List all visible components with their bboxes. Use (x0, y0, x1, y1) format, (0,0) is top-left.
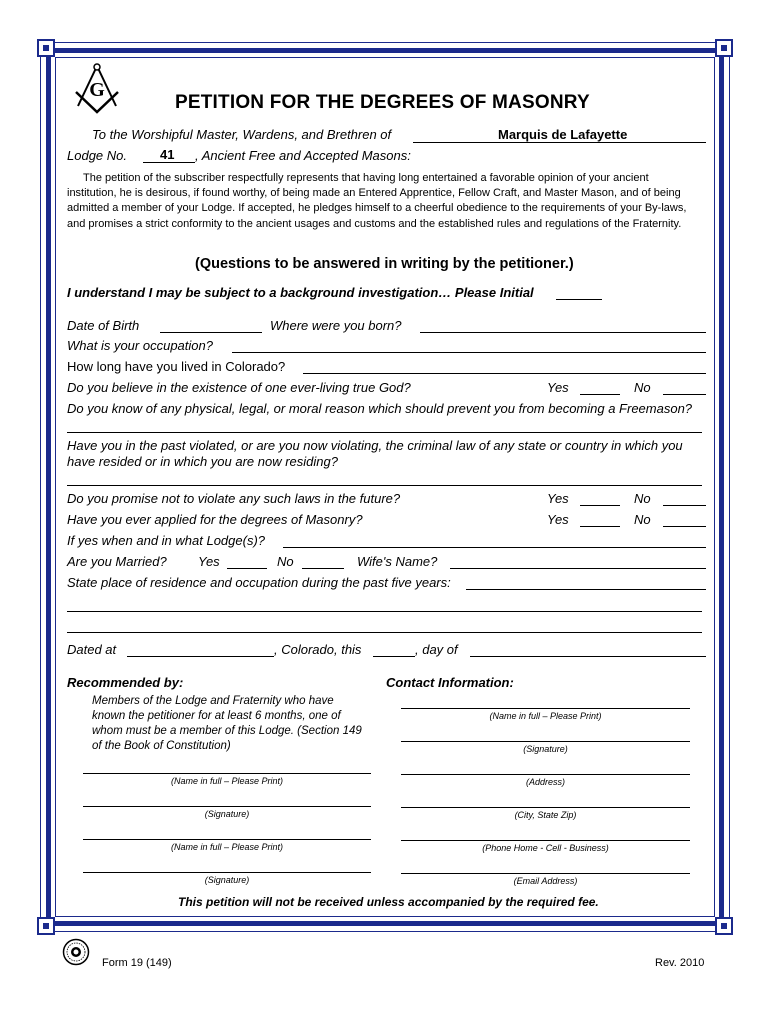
applied-label: Have you ever applied for the degrees of Masonry? (67, 512, 363, 527)
born-field[interactable] (420, 332, 706, 333)
god-label: Do you believe in the existence of one ever-living true God? (67, 380, 411, 395)
lodge-name-field[interactable] (413, 142, 706, 143)
promise-no-label: No (634, 491, 651, 506)
contact-phone-field[interactable] (401, 840, 690, 841)
married-yes-label: Yes (198, 554, 220, 569)
dated-place-field[interactable] (127, 656, 274, 657)
contact-address-field[interactable] (401, 774, 690, 775)
contact-city-field[interactable] (401, 807, 690, 808)
background-check-text: I understand I may be subject to a background investigation… Please Initial (67, 285, 534, 300)
god-yes-field[interactable] (580, 394, 620, 395)
colorado-field[interactable] (303, 373, 706, 374)
contact-signature-label: (Signature) (523, 744, 568, 754)
recommender-1-signature-field[interactable] (83, 806, 371, 807)
recommender-1-signature-label: (Signature) (204, 809, 250, 819)
address-line: To the Worshipful Master, Wardens, and Brethren of (92, 127, 392, 142)
lodge-no-value: 41 (160, 147, 175, 162)
lodge-suffix: , Ancient Free and Accepted Masons: (195, 148, 411, 163)
contact-email-label: (Email Address) (513, 876, 578, 886)
dob-label: Date of Birth (67, 318, 140, 333)
contact-name-label: (Name in full – Please Print) (489, 711, 602, 721)
recommender-1-name-label: (Name in full – Please Print) (170, 776, 284, 786)
contact-address-label: (Address) (525, 777, 565, 787)
married-yes-field[interactable] (227, 568, 267, 569)
born-label: Where were you born? (270, 318, 402, 333)
recommended-heading: Recommended by: (67, 675, 184, 690)
contact-phone-label: (Phone Home - Cell - Business) (482, 843, 609, 853)
colorado-this-label: , Colorado, this (274, 642, 362, 657)
initial-field[interactable] (556, 299, 602, 300)
contact-heading: Contact Information: (386, 675, 514, 690)
residence-label: State place of residence and occupation during the past five years: (67, 575, 451, 590)
reason-label: Do you know of any physical, legal, or moral reason which should prevent you from becoming a Freemason? (67, 401, 693, 416)
residence-field-3[interactable] (67, 632, 702, 633)
questions-heading: (Questions to be answered in writing by the petitioner.) (195, 256, 574, 272)
married-no-label: No (277, 554, 294, 569)
page-title: PETITION FOR THE DEGREES OF MASONRY (175, 92, 590, 113)
contact-name-field[interactable] (401, 708, 690, 709)
applied-no-label: No (634, 512, 651, 527)
contact-city-label: (City, State Zip) (514, 810, 577, 820)
recommender-2-name-label: (Name in full – Please Print) (170, 842, 284, 852)
lodge-no-field[interactable] (143, 162, 195, 163)
god-no-label: No (634, 380, 651, 395)
violated-field[interactable] (67, 485, 702, 486)
violated-label-1: Have you in the past violated, or are you now violating, the criminal law of any state or country in which you (67, 438, 683, 453)
revision: Rev. 2010 (655, 957, 705, 969)
dated-at-label: Dated at (67, 642, 117, 657)
lodge-name-value: Marquis de Lafayette (498, 127, 628, 142)
reason-field[interactable] (67, 432, 702, 433)
residence-field-2[interactable] (67, 611, 702, 612)
promise-yes-field[interactable] (580, 505, 620, 506)
corner-ornament-icon (36, 38, 56, 58)
occupation-field[interactable] (232, 352, 706, 353)
day-of-label: , day of (415, 642, 458, 657)
recommender-2-signature-field[interactable] (83, 872, 371, 873)
applied-yes-field[interactable] (580, 526, 620, 527)
wife-field[interactable] (450, 568, 706, 569)
applied-no-field[interactable] (663, 526, 706, 527)
wife-label: Wife's Name? (357, 554, 438, 569)
contact-signature-field[interactable] (401, 741, 690, 742)
god-yes-label: Yes (547, 380, 569, 395)
grand-lodge-seal-icon (62, 938, 90, 966)
square-and-compasses-icon (72, 62, 122, 114)
recommender-2-name-field[interactable] (83, 839, 371, 840)
married-label: Are you Married? (67, 554, 167, 569)
corner-ornament-icon (36, 916, 56, 936)
which-lodge-field[interactable] (283, 547, 706, 548)
promise-yes-label: Yes (547, 491, 569, 506)
which-lodge-label: If yes when and in what Lodge(s)? (67, 533, 266, 548)
residence-field-1[interactable] (466, 589, 706, 590)
emblem-letter: G (89, 79, 105, 101)
recommender-2-signature-label: (Signature) (204, 875, 250, 885)
violated-label-2: have resided or in which you are now residing? (67, 454, 338, 469)
promise-label: Do you promise not to violate any such laws in the future? (67, 491, 401, 506)
dated-day-field[interactable] (373, 656, 415, 657)
form-number: Form 19 (149) (102, 957, 172, 969)
applied-yes-label: Yes (547, 512, 569, 527)
promise-no-field[interactable] (663, 505, 706, 506)
recommended-description: Members of the Lodge and Fraternity who have known the petitioner for at least 6 months, one of whom must be a member of this Lodge. (Section 149 of the Book of Constitution) (92, 695, 362, 752)
corner-ornament-icon (714, 916, 734, 936)
fee-notice: This petition will not be received unless accompanied by the required fee. (178, 895, 599, 909)
married-no-field[interactable] (302, 568, 344, 569)
lodge-no-label: Lodge No. (67, 148, 127, 163)
occupation-label: What is your occupation? (67, 338, 213, 353)
colorado-label: How long have you lived in Colorado? (67, 359, 286, 374)
corner-ornament-icon (714, 38, 734, 58)
recommender-1-name-field[interactable] (83, 773, 371, 774)
contact-email-field[interactable] (401, 873, 690, 874)
dob-field[interactable] (160, 332, 262, 333)
dated-month-field[interactable] (470, 656, 706, 657)
intro-paragraph: The petition of the subscriber respectfully represents that having long entertained a favorable opinion of your ancient institution, he is desirous, if found worthy, of being made an Entered Apprentice, Fellow Craft, and Master Mason, and of being admitted a member of your Lodge. If accepted, he pledges himself to a cheerful obedience to the requirements of your By-laws, and promises a strict conformity to the ancient usages and customs and the established rules and regulations of the Fraternity. (67, 172, 687, 230)
god-no-field[interactable] (663, 394, 706, 395)
